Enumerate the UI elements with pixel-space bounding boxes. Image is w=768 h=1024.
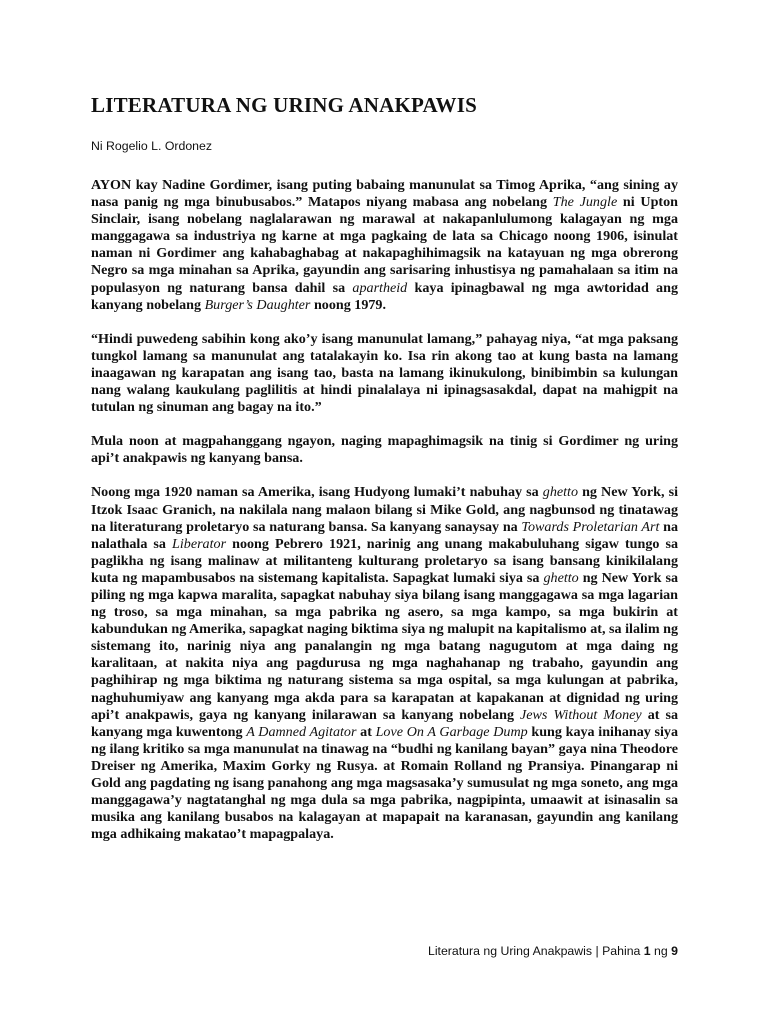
- text-run: at sa kanyang mga kuwentong: [91, 706, 678, 740]
- article-title: LITERATURA NG URING ANAKPAWIS: [91, 93, 477, 117]
- footer-title: Literatura ng Uring Anakpawis: [427, 944, 593, 958]
- footer-page-word: Pahina: [602, 944, 644, 958]
- text-run: noong 1979.: [310, 296, 386, 313]
- italic-term: ghetto: [543, 569, 579, 586]
- italic-title: Liberator: [172, 535, 227, 552]
- text-run: ng New York sa piling ng mga kapwa maralita, sapagkat nabuhay siya bilang isang manggagawa sa mga lagarian ng troso, sa mga minahan, sa mga pabrika ng asero, sa mga kampo, sa mga bukirin at kabundukan ng Amerika, sapagkat naging biktima siya ng malupit na kapitalismo at, sa ilalim ng sistemang ito, narinig niya ang panalangin ng mga batang nagugutom at mga daing ng karalitaan, at nakita niya ang pagdurusa ng mga naghahanap ng trabaho, gayundin ang paghihirap ng mga biktima ng naturang sistema sa mga ospital, sa mga kulungan at pabrika, naghuhumiyaw ang kanyang mga akda para sa karapatan at kapakanan at dignidad ng uring api’t anakpawis, gaya ng kanyang inilarawan sa kanyang nobelang: [91, 569, 679, 723]
- footer-of-word: ng: [650, 944, 672, 958]
- page-number: 1: [643, 944, 651, 958]
- paragraph-1: [91, 177, 678, 314]
- text-run: ng New York, si Itzok Isaac Granich, na nakilala nang malaon bilang si Mike Gold, ang nagbunsod ng tinatawag na literaturang proletaryo sa naturang bansa. Sa kanyang sanaysay na: [91, 484, 678, 535]
- text-run: at: [356, 723, 376, 740]
- paragraph-3: Mula noon at magpahanggang ngayon, naging mapaghimagsik na tinig si Gordimer ng uring api’t anakpawis ng kanyang bansa.: [91, 433, 678, 467]
- italic-title: Love On A Garbage Dump: [375, 723, 528, 740]
- italic-title: Jews Without Money: [520, 706, 642, 723]
- text-run: AYON kay Nadine Gordimer, isang puting babaing manunulat sa Timog Aprika, “ang sining ay nasa panig ng mga binubusabos.” Matapos niyang mabasa ang nobelang: [91, 177, 678, 211]
- text-run: kaya ipinagbawal ng mga awtoridad ang kanyang nobelang: [91, 279, 678, 313]
- footer-separator: |: [592, 944, 603, 958]
- paragraph-4: [91, 484, 678, 843]
- author-byline: Ni Rogelio L. Ordonez: [91, 139, 212, 153]
- italic-term: ghetto: [542, 484, 578, 501]
- page-footer: [428, 944, 678, 958]
- italic-title: A Damned Agitator: [246, 723, 357, 740]
- italic-term: apartheid: [352, 279, 408, 296]
- page-total: 9: [671, 944, 678, 958]
- paragraph-2: “Hindi puwedeng sabihin kong ako’y isang manunulat lamang,” pahayag niya, “at mga paksang tungkol lamang sa manunulat ang tatalakayin ko. Isa rin akong tao at kung basta na lamang inaagawan ng karapatan ang isang tao, basta na lamang ikinukulong, binibimbin sa kulungan nang walang kaukulang paglilitis at hindi pinalalaya ni ipinagsasakdal, dapat na mahigpit na tutulan ng sinuman ang bagay na ito.”: [91, 330, 678, 416]
- text-run: ni Upton Sinclair, isang nobelang naglalarawan ng marawal at nakapanlulumong kalagayan ng mga manggagawa sa industriya ng karne at mga pagkaing de lata sa Chicago noong 1906, isinulat naman ni Gordimer ang kahabaghabag at nakapaghihimagsik na katayuan ng mga obrerong Negro sa mga minahan sa Aprika, gayundin ang sarisaring inhustisya ng pamahalaan sa itim na populasyon ng naturang bansa dahil sa: [91, 194, 678, 296]
- text-run: kung kaya inihanay siya ng ilang kritiko sa mga manunulat na tinawag na “budhi ng kanilang bayan” gaya nina Theodore Dreiser ng Amerika, Maxim Gorky ng Rusya. at Romain Rolland ng Pransiya. Pinangarap ni Gold ang pagdating ng isang panahong ang mga magsasaka’y sumusulat ng mga soneto, ang mga manggagawa’y nagtatanghal ng mga dula sa mga pabrika, nagpipinta, umaawit at isinasalin sa musika ang kanilang busabos na kalagayan at mapapait na karanasan, gayundin ang kanilang mga adhikaing makatao’t mapagpalaya.: [91, 723, 678, 843]
- italic-title: Burger’s Daughter: [204, 296, 311, 313]
- article-body: [91, 177, 678, 860]
- italic-title: The Jungle: [552, 194, 618, 211]
- text-run: na nalathala sa: [91, 518, 678, 552]
- text-run: Noong mga 1920 naman sa Amerika, isang Hudyong lumaki’t nabuhay sa: [91, 484, 543, 501]
- text-run: noong Pebrero 1921, narinig ang unang makabuluhang sigaw tungo sa paglikha ng isang malinaw at militanteng kulturang proletaryo sa isang bansang kinikilalang kuta ng mapambusabos na sistemang kapitalista. Sapagkat lumaki siya sa: [91, 535, 678, 586]
- italic-title: Towards Proletarian Art: [521, 518, 660, 535]
